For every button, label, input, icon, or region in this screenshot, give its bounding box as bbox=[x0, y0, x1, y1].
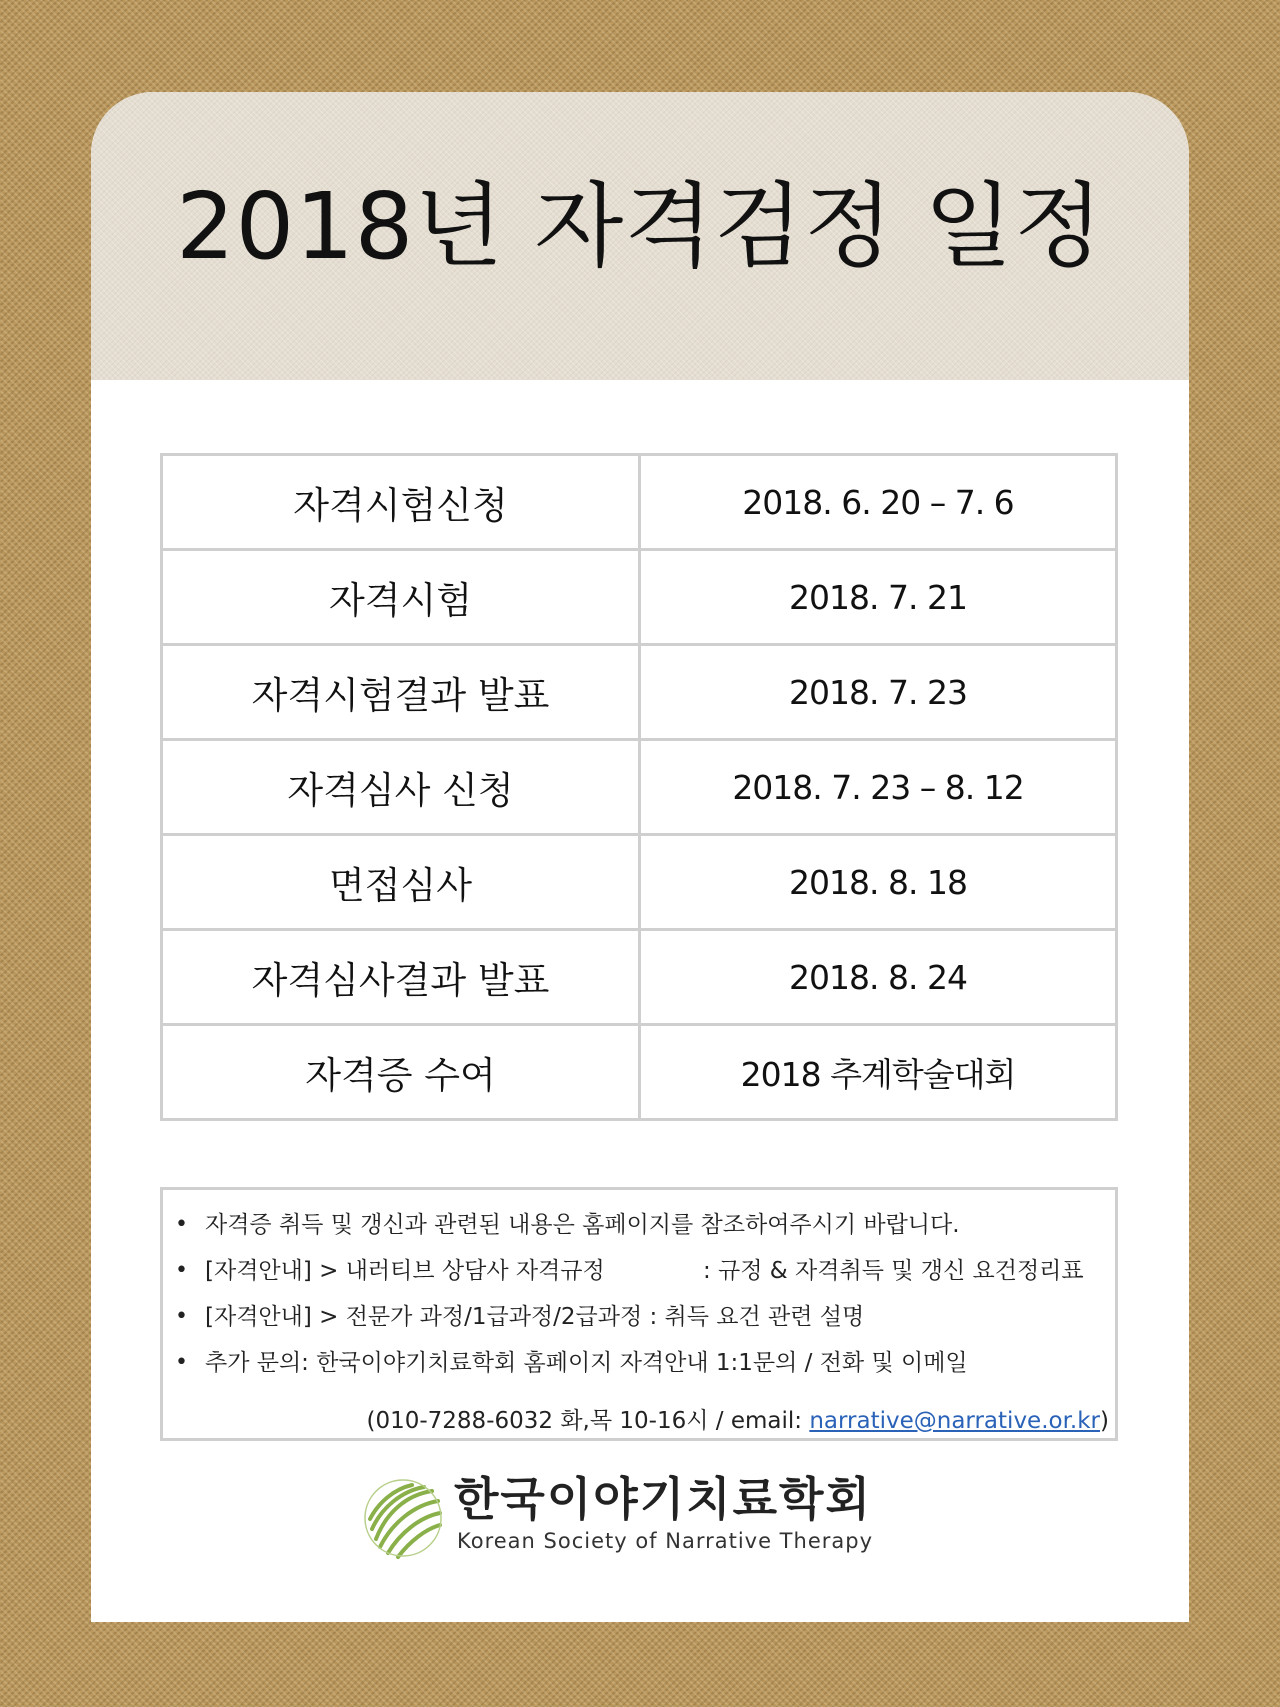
list-item bbox=[163, 1248, 1115, 1294]
table-row bbox=[162, 835, 1117, 930]
date-cell: 2018 추계학술대회 bbox=[640, 1025, 1117, 1120]
event-cell: 면접심사 bbox=[162, 835, 640, 930]
table-row bbox=[162, 645, 1117, 740]
bullet: • bbox=[175, 1304, 188, 1329]
notes-list bbox=[163, 1190, 1115, 1386]
contact-suffix: ) bbox=[1100, 1408, 1109, 1434]
event-cell: 자격시험 bbox=[162, 550, 640, 645]
notes-box bbox=[160, 1187, 1118, 1441]
poster-card bbox=[91, 92, 1189, 1622]
event-cell: 자격시험신청 bbox=[162, 455, 640, 550]
title-header bbox=[91, 92, 1189, 380]
bullet: • bbox=[175, 1350, 188, 1375]
note-reference: : 규정 & 자격취득 및 갱신 요건정리표 bbox=[703, 1258, 1084, 1284]
note-text: 추가 문의: 한국이야기치료학회 홈페이지 자격안내 1:1문의 / 전화 및 이메일 bbox=[205, 1350, 968, 1376]
event-cell: 자격심사 신청 bbox=[162, 740, 640, 835]
date-cell: 2018. 7. 23 – 8. 12 bbox=[640, 740, 1117, 835]
contact-prefix: (010-7288-6032 화,목 10-16시 / email: bbox=[366, 1408, 810, 1434]
event-cell: 자격시험결과 발표 bbox=[162, 645, 640, 740]
event-cell: 자격심사결과 발표 bbox=[162, 930, 640, 1025]
society-name-korean: 한국이야기치료학회 bbox=[454, 1472, 872, 1526]
table-row bbox=[162, 930, 1117, 1025]
list-item bbox=[163, 1294, 1115, 1340]
date-cell: 2018. 8. 24 bbox=[640, 930, 1117, 1025]
date-cell: 2018. 7. 23 bbox=[640, 645, 1117, 740]
page-title: 2018년 자격검정 일정 bbox=[176, 173, 1104, 280]
table-row bbox=[162, 455, 1117, 550]
table-row bbox=[162, 740, 1117, 835]
bullet: • bbox=[175, 1258, 188, 1283]
email-link[interactable]: narrative@narrative.or.kr bbox=[809, 1408, 1101, 1434]
table-row bbox=[162, 1025, 1117, 1120]
date-cell: 2018. 6. 20 – 7. 6 bbox=[640, 455, 1117, 550]
date-cell: 2018. 7. 21 bbox=[640, 550, 1117, 645]
table-row bbox=[162, 550, 1117, 645]
list-item bbox=[163, 1340, 1115, 1386]
bullet: • bbox=[175, 1212, 188, 1237]
note-text: [자격안내] > 전문가 과정/1급과정/2급과정 : 취득 요건 관련 설명 bbox=[205, 1304, 865, 1330]
note-text: 자격증 취득 및 갱신과 관련된 내용은 홈페이지를 참조하여주시기 바랍니다. bbox=[205, 1212, 960, 1238]
note-text: [자격안내] > 내러티브 상담사 자격규정 bbox=[205, 1258, 605, 1284]
society-logo bbox=[362, 1472, 922, 1577]
contact-line bbox=[163, 1398, 1109, 1444]
event-cell: 자격증 수여 bbox=[162, 1025, 640, 1120]
date-cell: 2018. 8. 18 bbox=[640, 835, 1117, 930]
list-item bbox=[163, 1202, 1115, 1248]
schedule-table bbox=[160, 453, 1118, 1121]
society-name-english: Korean Society of Narrative Therapy bbox=[457, 1529, 874, 1553]
green-sphere-logo-icon bbox=[362, 1477, 444, 1559]
